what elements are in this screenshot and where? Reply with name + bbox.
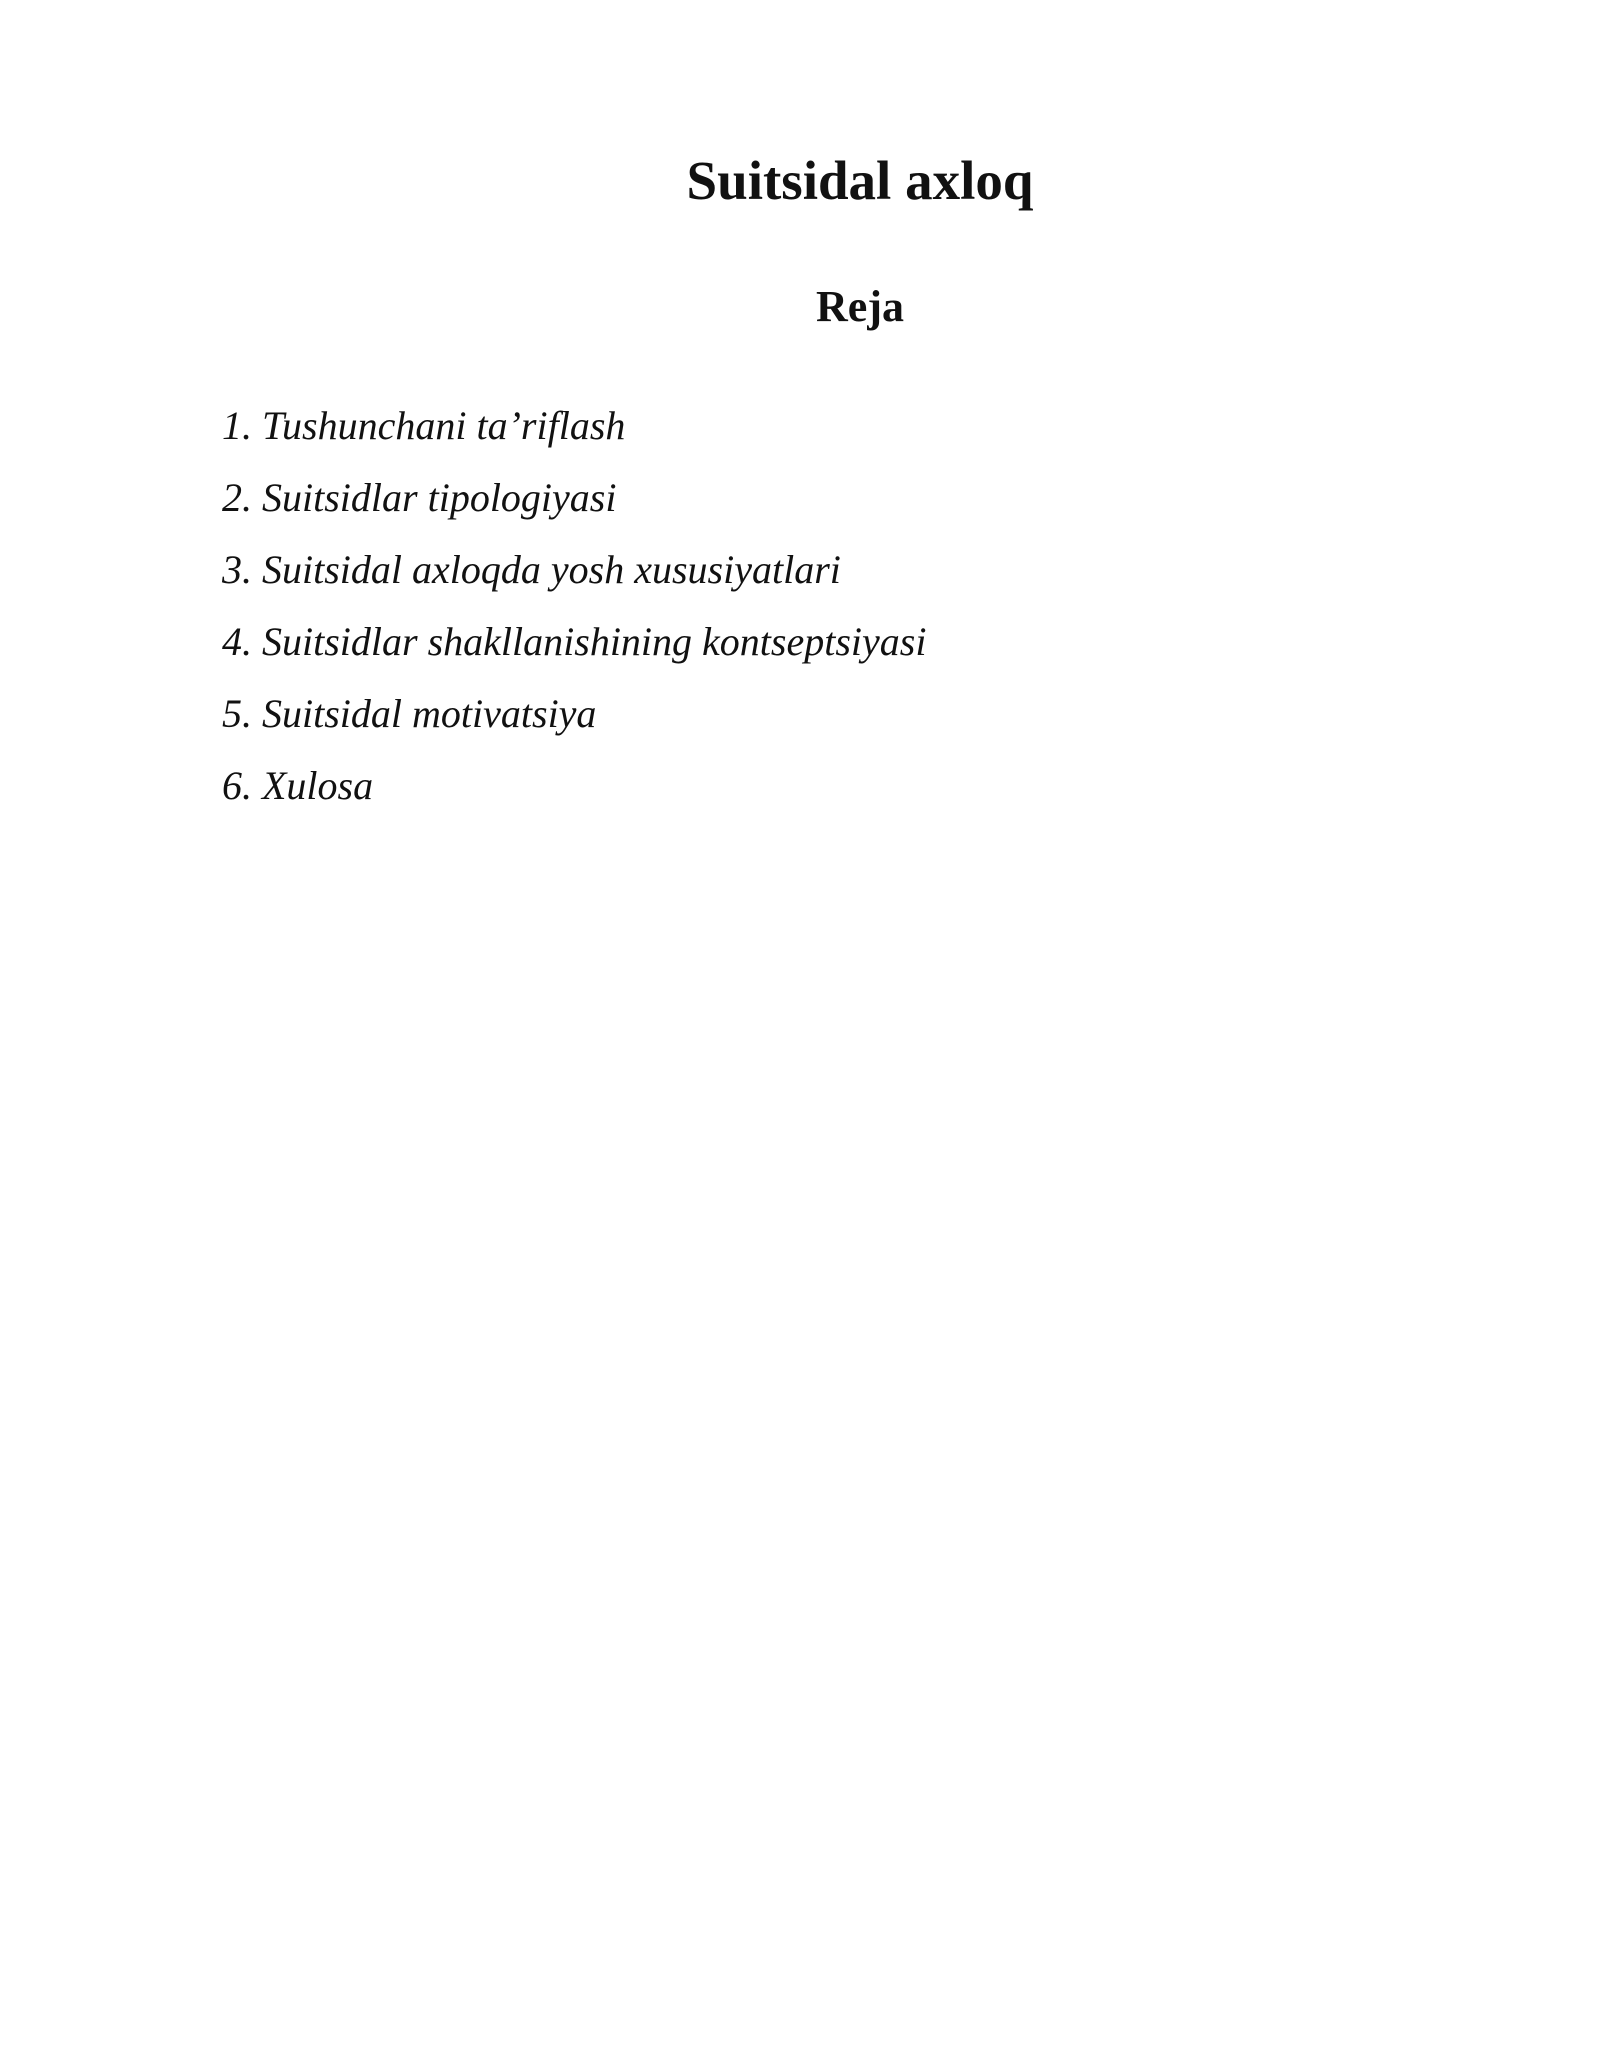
- plan-item-number: 4.: [222, 619, 252, 664]
- document-title: Suitsidal axloq: [686, 150, 1034, 211]
- plan-list: [222, 390, 926, 822]
- plan-item-text: Suitsidlar shakllanishining kontseptsiyasi: [262, 619, 927, 664]
- plan-item: [222, 750, 926, 822]
- plan-item: [222, 606, 926, 678]
- plan-heading: Reja: [816, 282, 904, 331]
- plan-item: [222, 678, 926, 750]
- plan-item-text: Suitsidlar tipologiyasi: [262, 475, 617, 520]
- plan-item-text: Tushunchani ta’riflash: [262, 403, 626, 448]
- plan-item-number: 3.: [222, 547, 252, 592]
- plan-item-text: Suitsidal motivatsiya: [262, 691, 597, 736]
- plan-item: [222, 462, 926, 534]
- plan-item: [222, 390, 926, 462]
- plan-item-number: 5.: [222, 691, 252, 736]
- plan-item-text: Suitsidal axloqda yosh xususiyatlari: [262, 547, 841, 592]
- plan-item-number: 2.: [222, 475, 252, 520]
- plan-item-number: 6.: [222, 763, 252, 808]
- plan-item-text: Xulosa: [262, 763, 374, 808]
- plan-item-number: 1.: [222, 403, 252, 448]
- plan-item: [222, 534, 926, 606]
